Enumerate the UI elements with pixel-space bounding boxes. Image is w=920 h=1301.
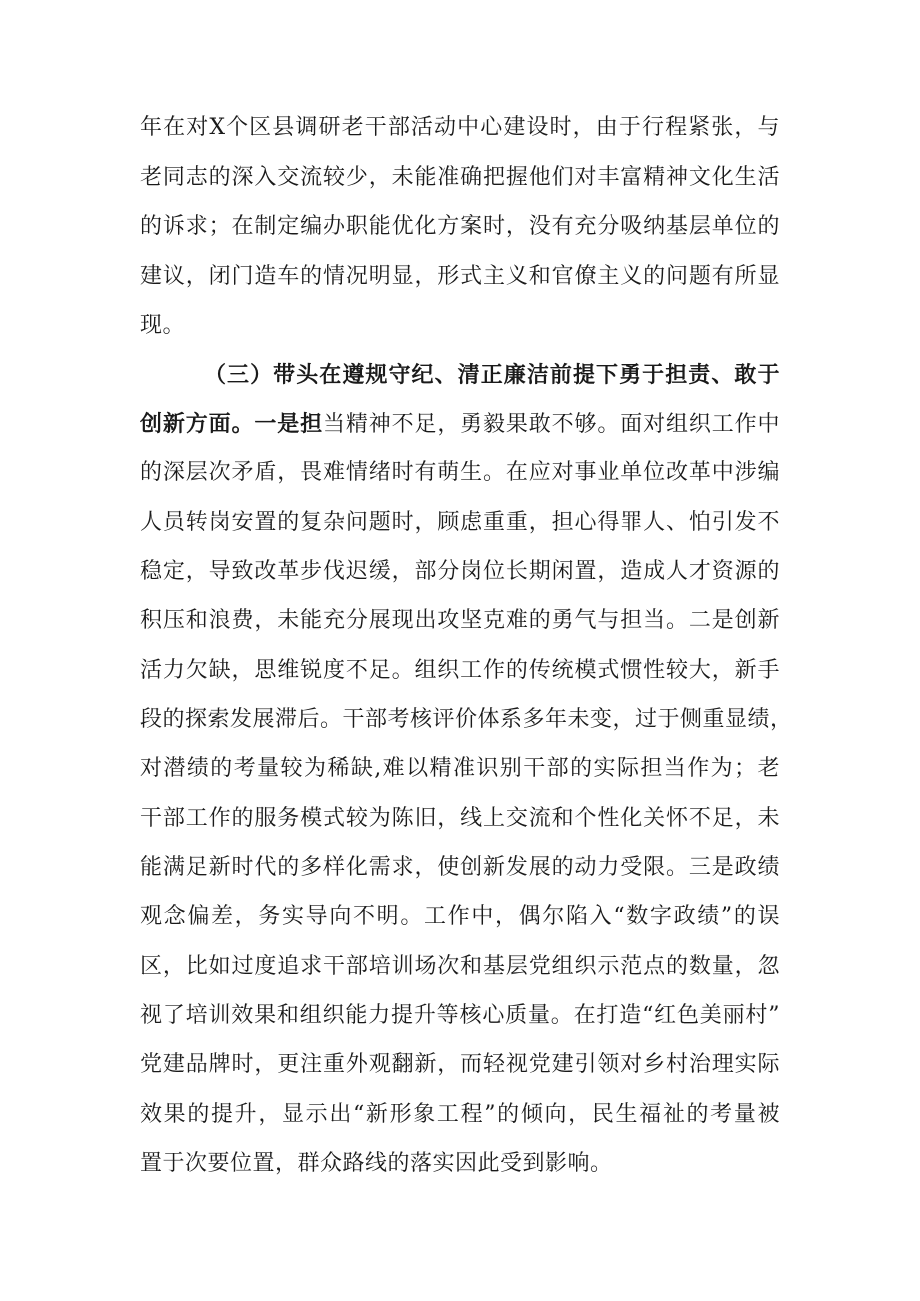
text-line: 年在对X个区县调研老干部活动中心建设时，由于行程紧张，与 [140,115,780,140]
text-line: 老同志的深入交流较少，未能准确把握他们对丰富精神文化生活 [140,165,780,190]
heading-bold-part: 创新方面。一是担 [140,411,323,437]
text-line: 对潜绩的考量较为稀缺,难以精准识别干部的实际担当作为；老 [140,756,780,781]
text-line: 的诉求；在制定编办职能优化方案时，没有充分吸纳基层单位的 [140,214,780,239]
text-line: 积压和浪费，未能充分展现出攻坚克难的勇气与担当。二是创新 [140,608,780,633]
text-line: 活力欠缺，思维锐度不足。组织工作的传统模式惯性较大，新手 [140,658,780,683]
text-line: 区，比如过度追求干部培训场次和基层党组织示范点的数量，忽 [140,954,780,979]
text-line: 建议，闭门造车的情况明显，形式主义和官僚主义的问题有所显 [140,264,780,289]
text-line: 观念偏差，务实导向不明。工作中，偶尔陷入“数字政绩”的误 [140,904,780,929]
text-line: 能满足新时代的多样化需求，使创新发展的动力受限。三是政绩 [140,855,780,880]
section-heading: （三）带头在遵规守纪、清正廉洁前提下勇于担责、敢于 [204,362,780,388]
text-line: 人员转岗安置的复杂问题时，顾虑重重，担心得罪人、怕引发不 [140,510,780,535]
text-line: 稳定，导致改革步伐迟缓，部分岗位长期闲置，造成人才资源的 [140,559,780,584]
text-line: 段的探索发展滞后。干部考核评价体系多年未变，过于侧重显绩， [140,707,793,732]
text-line: 干部工作的服务模式较为陈旧，线上交流和个性化关怀不足，未 [140,806,780,831]
text-line: 置于次要位置，群众路线的落实因此受到影响。 [140,1151,613,1176]
heading-regular-part: 当精神不足，勇毅果敢不够。面对组织工作中 [322,412,780,437]
text-line: 的深层次矛盾，畏难情绪时有萌生。在应对事业单位改革中涉编 [140,460,780,485]
text-line: 视了培训效果和组织能力提升等核心质量。在打造“红色美丽村” [140,1003,780,1028]
text-line [140,404,780,444]
text-line: 党建品牌时，更注重外观翻新，而轻视党建引领对乡村治理实际 [140,1052,780,1077]
text-line: 现。 [140,313,186,338]
text-line: 效果的提升，显示出“新形象工程”的倾向，民生福祉的考量被 [140,1102,780,1127]
